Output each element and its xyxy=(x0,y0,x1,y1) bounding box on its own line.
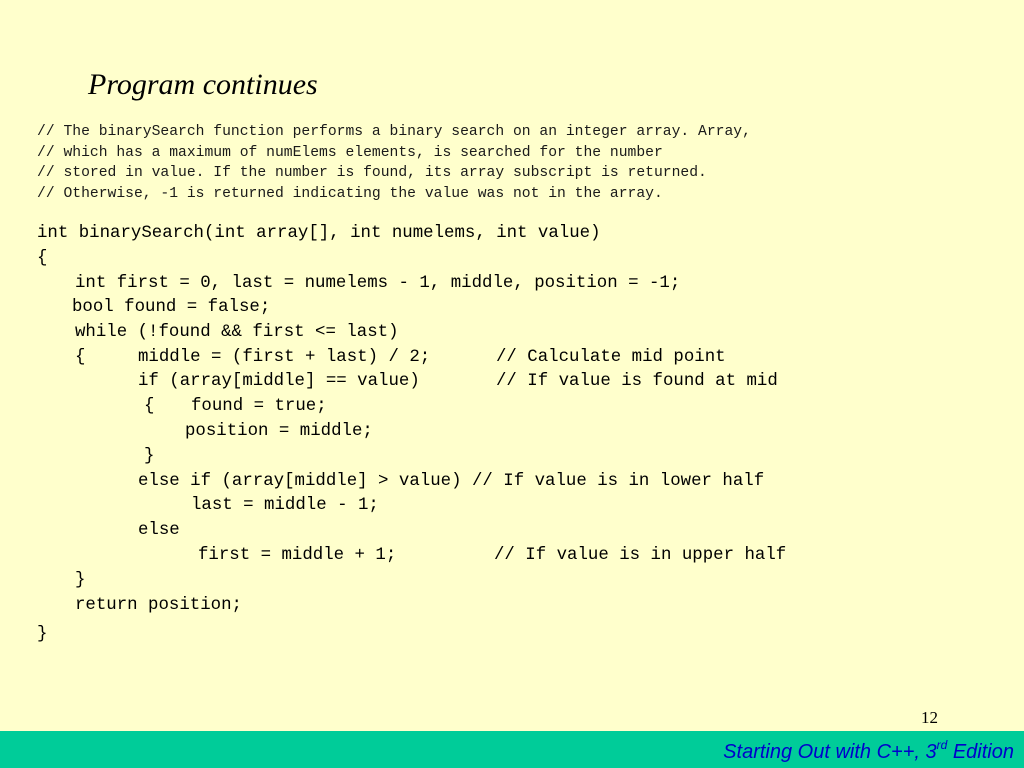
comment-line: // The binarySearch function performs a binary search on an integer array. Array, xyxy=(37,124,751,140)
if-line: if (array[middle] == value) xyxy=(138,372,420,391)
footer-superscript: rd xyxy=(936,738,948,752)
found-true-row xyxy=(0,396,1024,418)
found-true: found = true; xyxy=(191,397,327,416)
while-open-brace: { xyxy=(75,348,86,367)
page-number: 12 xyxy=(921,708,938,727)
footer-title-text: Starting Out with C++, 3 xyxy=(723,741,937,763)
footer-bar xyxy=(0,731,1024,768)
declaration-line: int first = 0, last = numelems - 1, middle, position = -1; xyxy=(75,274,681,293)
last-assign: last = middle - 1; xyxy=(191,496,379,515)
while-close-brace: } xyxy=(75,571,86,590)
middle-comment: // Calculate mid point xyxy=(496,348,726,367)
comment-line: // which has a maximum of numElems elements, is searched for the number xyxy=(37,145,663,161)
comment-line: // Otherwise, -1 is returned indicating the value was not in the array. xyxy=(37,186,663,202)
if-comment: // If value is found at mid xyxy=(496,372,778,391)
while-line: while (!found && first <= last) xyxy=(75,323,399,342)
open-brace: { xyxy=(37,249,48,268)
middle-assign-row xyxy=(0,347,1024,369)
footer-edition-text: Edition xyxy=(947,741,1014,763)
first-assign: first = middle + 1; xyxy=(198,546,397,565)
position-assign: position = middle; xyxy=(185,422,373,441)
return-line: return position; xyxy=(75,596,242,615)
slide-title: Program continues xyxy=(88,68,318,101)
comment-line: // stored in value. If the number is found, its array subscript is returned. xyxy=(37,165,707,181)
if-open-brace: { xyxy=(144,397,155,416)
function-signature: int binarySearch(int array[], int numelems, int value) xyxy=(37,224,601,243)
first-assign-row xyxy=(0,545,1024,567)
else-line: else xyxy=(138,521,180,540)
bool-line: bool found = false; xyxy=(72,298,271,317)
else-if-line: else if (array[middle] > value) // If value is in lower half xyxy=(138,472,765,491)
middle-assign: middle = (first + last) / 2; xyxy=(138,348,431,367)
if-close-brace: } xyxy=(144,447,155,466)
footer-book-title xyxy=(723,738,1014,764)
first-comment: // If value is in upper half xyxy=(494,546,787,565)
close-brace: } xyxy=(37,625,48,644)
if-row xyxy=(0,371,1024,393)
